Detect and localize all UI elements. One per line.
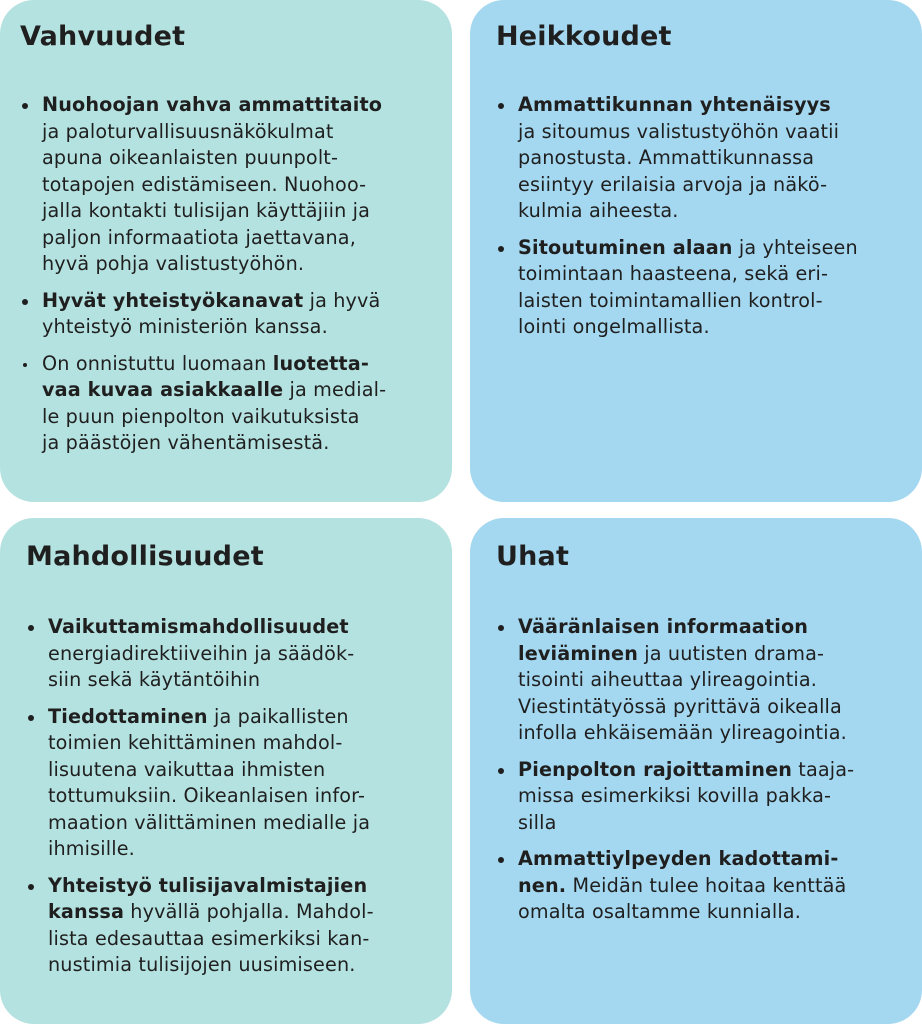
opportunities-list — [26, 614, 432, 979]
list-item: On onnistuttu luomaan luotetta- vaa kuvaa asiakkaalle ja medial- le puun pienpolton vaikutuksista ja päästöjen vähentämisestä. — [20, 351, 432, 457]
threats-title: Uhat — [496, 541, 570, 572]
strengths-list — [20, 92, 432, 457]
list-item: Vaikuttamismahdollisuudet energiadirektiiveihin ja säädök- siin sekä käytäntöihin — [26, 614, 432, 694]
strengths-panel — [0, 0, 452, 502]
threats-panel — [470, 518, 922, 1024]
weaknesses-panel — [470, 0, 922, 502]
list-item: Pienpolton rajoittaminen taaja- missa esimerkiksi kovilla pakka- silla — [496, 757, 902, 837]
list-item: Tiedottaminen ja paikallisten toimien kehittäminen mahdol- lisuutena vaikuttaa ihmisten tottumuksiin. Oikeanlaisen infor- maation välittäminen medialle ja ihmisille. — [26, 704, 432, 863]
list-item: Hyvät yhteistyökanavat ja hyvä yhteistyö ministeriön kanssa. — [20, 288, 432, 341]
opportunities-panel — [0, 518, 452, 1024]
list-item: Sitoutuminen alaan ja yhteiseen toimintaan haasteena, sekä eri- laisten toimintamallien kontrol- lointi ongelmallista. — [496, 235, 902, 341]
weaknesses-title: Heikkoudet — [496, 21, 672, 52]
weaknesses-list — [496, 92, 902, 341]
list-item: Ammattiylpeyden kadottami- nen. Meidän tulee hoitaa kenttää omalta osaltamme kunnialla. — [496, 846, 902, 926]
opportunities-title: Mahdollisuudet — [26, 541, 264, 572]
list-item: Nuohoojan vahva ammattitaito ja paloturvallisuusnäkökulmat apuna oikeanlaisten puunpolt- totapojen edistämiseen. Nuohoo- jalla kontakti tulisijan käyttäjiin ja paljon informaatiota jaettavana, hyvä pohja valistustyöhön. — [20, 92, 432, 278]
list-item: Vääränlaisen informaation leviäminen ja uutisten drama- tisointi aiheuttaa ylireagointia. Viestintätyössä pyrittävä oikealla infolla ehkäisemään ylireagointia. — [496, 614, 902, 747]
list-item: Yhteistyö tulisijavalmistajien kanssa hyvällä pohjalla. Mahdol- lista edesauttaa esimerkiksi kan- nustimia tulisijojen uusimiseen. — [26, 873, 432, 979]
strengths-title: Vahvuudet — [20, 21, 186, 52]
threats-list — [496, 614, 902, 926]
list-item: Ammattikunnan yhtenäisyys ja sitoumus valistustyöhön vaatii panostusta. Ammattikunnassa esiintyy erilaisia arvoja ja näkö- kulmia aiheesta. — [496, 92, 902, 225]
